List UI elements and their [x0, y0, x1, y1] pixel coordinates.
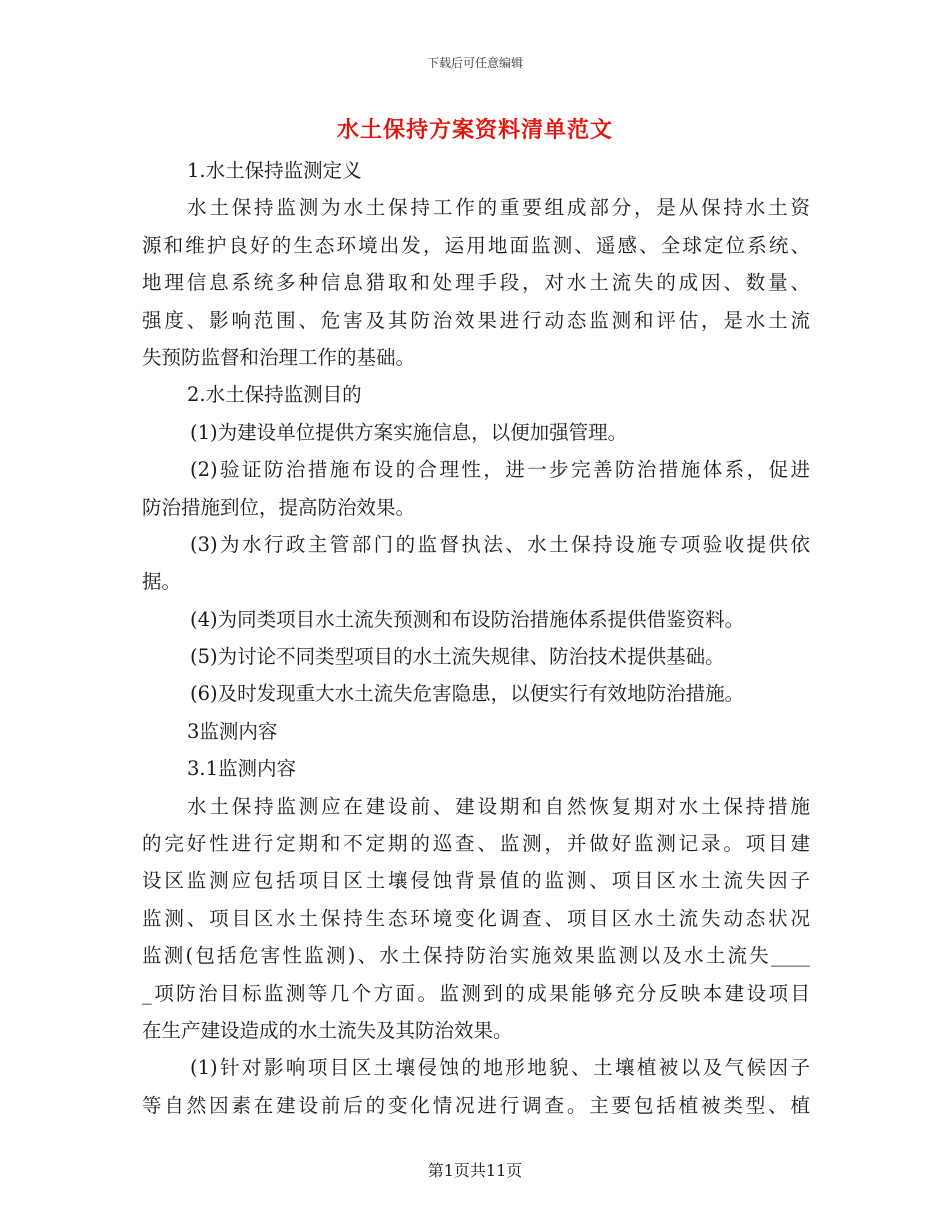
paragraph-line: 失预防监督和治理工作的基础。 — [142, 345, 416, 369]
paragraph-line: 的完好性进行定期和不定期的巡查、监测，并做好监测记录。项目建 — [142, 832, 810, 856]
list-item: (5)为讨论不同类型项目的水土流失规律、防治技术提供基础。 — [190, 645, 725, 669]
section-heading: 3监测内容 — [187, 719, 278, 743]
section-heading: 1.水土保持监测定义 — [187, 159, 362, 182]
list-item: (2)验证防治措施布设的合理性，进一步完善防治措施体系，促进 — [190, 458, 810, 482]
paragraph-line: _项防治目标监测等几个方面。监测到的成果能够充分反映本建设项目 — [142, 981, 810, 1005]
page-header-note: 下载后可任意编辑 — [426, 56, 523, 70]
list-item: (4)为同类项目水土流失预测和布设防治措施体系提供借鉴资料。 — [190, 607, 745, 631]
paragraph-line: 监测、项目区水土保持生态环境变化调查、项目区水土流失动态状况 — [142, 906, 810, 930]
list-item-continuation: 等自然因素在建设前后的变化情况进行调查。主要包括植被类型、植 — [142, 1093, 810, 1117]
subsection-heading: 3.1监测内容 — [187, 757, 297, 781]
list-item-continuation: 据。 — [142, 570, 182, 594]
paragraph-line: 水土保持监测为水土保持工作的重要组成部分，是从保持水土资 — [187, 196, 810, 220]
paragraph-line: 在生产建设造成的水土流失及其防治效果。 — [142, 1018, 513, 1042]
paragraph-line: 源和维护良好的生态环境出发，运用地面监测、遥感、全球定位系统、 — [142, 233, 810, 257]
paragraph-line: 强度、影响范围、危害及其防治效果进行动态监测和评估，是水土流 — [142, 308, 810, 332]
page-number: 第1页共11页 — [427, 1161, 523, 1180]
section-heading: 2.水土保持监测目的 — [187, 383, 362, 407]
list-item: (1)针对影响项目区土壤侵蚀的地形地貌、土壤植被以及气候因子 — [190, 1056, 810, 1080]
list-item-continuation: 防治措施到位，提高防治效果。 — [142, 495, 416, 519]
paragraph-line: 设区监测应包括项目区土壤侵蚀背景值的监测、项目区水土流失因子 — [142, 869, 810, 893]
paragraph-line: 地理信息系统多种信息猎取和处理手段，对水土流失的成因、数量、 — [142, 271, 810, 295]
paragraph-line: 水土保持监测应在建设前、建设期和自然恢复期对水土保持措施 — [187, 794, 810, 818]
document-title: 水土保持方案资料清单范文 — [336, 118, 613, 143]
paragraph-line: 监测(包括危害性监测)、水土保持防治实施效果监测以及水土流失____ — [142, 944, 810, 968]
list-item: (3)为水行政主管部门的监督执法、水土保持设施专项验收提供依 — [190, 532, 810, 556]
list-item: (1)为建设单位提供方案实施信息，以便加强管理。 — [190, 420, 628, 444]
document-body — [142, 152, 810, 1124]
list-item: (6)及时发现重大水土流失危害隐患，以便实行有效地防治措施。 — [190, 682, 745, 706]
